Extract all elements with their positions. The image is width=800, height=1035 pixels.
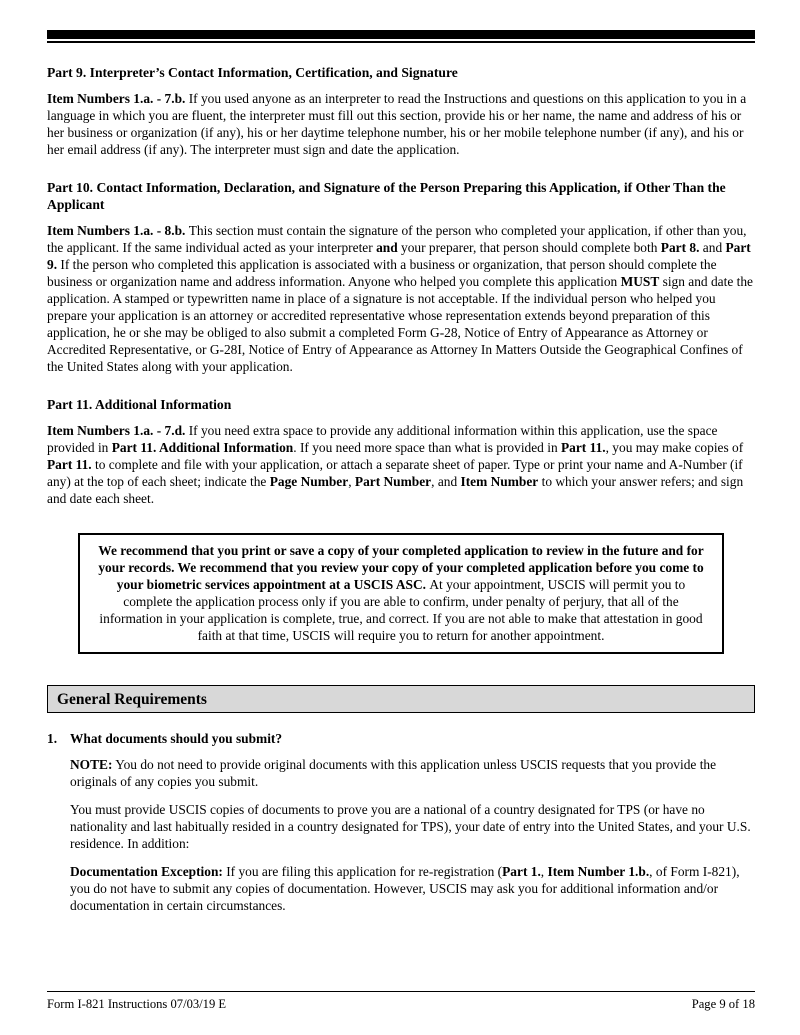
footer-form-id: Form I-821 Instructions 07/03/19 E xyxy=(47,997,227,1011)
top-thick-rule xyxy=(47,30,755,39)
question-1 xyxy=(47,730,755,747)
note-paragraph: NOTE: You do not need to provide original documents with this application unless USCIS requests that you provide the originals of any copies you submit. xyxy=(70,757,717,789)
page-top-rule xyxy=(47,30,755,43)
question-1-text: What documents should you submit? xyxy=(70,731,283,746)
part9-heading: Part 9. Interpreter’s Contact Information, Certification, and Signature xyxy=(47,65,458,80)
documentation-exception-paragraph: Documentation Exception: If you are filing this application for re-registration (Part 1., Item Number 1.b., of Form I-821), you do not have to submit any copies of documentation. However, USCIS may ask you for additional information and/or documentation in certain circumstances. xyxy=(70,864,740,913)
part9-body: Item Numbers 1.a. - 7.b. If you used anyone as an interpreter to read the Instructions and questions on this application to you in a language in which you are fluent, the interpreter must fill out this section, provide his or her name, the name and address of his or her business or organization (if any), his or her daytime telephone number, his or her mobile telephone number (if any), and his or her email address (if any). The interpreter must sign and date the application. xyxy=(47,91,747,157)
part11-body: Item Numbers 1.a. - 7.d. If you need extra space to provide any additional information within this application, use the space provided in Part 11. Additional Information. If you need more space than what is provided in Part 11., you may make copies of Part 11. to complete and file with your application, or attach a separate sheet of paper. Type or print your name and A-Number (if any) at the top of each sheet; indicate the Page Number, Part Number, and Item Number to which your answer refers; and sign and date each sheet. xyxy=(47,423,744,506)
part11-heading: Part 11. Additional Information xyxy=(47,397,232,412)
footer-page-number: Page 9 of 18 xyxy=(691,997,755,1011)
tps-documents-paragraph: You must provide USCIS copies of documents to prove you are a national of a country designated for TPS (or have no nationality and last habitually resided in a country designated for TPS), your date of entry into the United States, and your U.S. residence. In addition: xyxy=(70,802,751,851)
part10-heading: Part 10. Contact Information, Declaration, and Signature of the Person Preparing this Application, if Other Than the Applicant xyxy=(47,180,726,212)
top-thin-rule xyxy=(47,41,755,43)
general-requirements-header: General Requirements xyxy=(47,685,755,713)
recommendation-box-text: We recommend that you print or save a copy of your completed application to review in the future and for your records. We recommend that you review your copy of your completed application before you come to your biometric services appointment at a USCIS ASC. At your appointment, USCIS will permit you to complete the application process only if you are able to confirm, under penalty of perjury, that all of the information in your application is complete, true, and correct. If you are not able to make that attestation in good faith at that time, USCIS will require you to return for another appointment. xyxy=(98,543,704,643)
page-footer xyxy=(47,991,755,1012)
part10-body: Item Numbers 1.a. - 8.b. This section must contain the signature of the person who completed your application, if other than you, the applicant. If the same individual acted as your interpreter and your preparer, that person should complete both Part 8. and Part 9. If the person who completed this application is associated with a business or organization, that person should complete the business or organization name and address information. Anyone who helped you complete this application MUST sign and date the application. A stamped or typewritten name in place of a signature is not acceptable. If the individual person who helped you prepare your application is an attorney or accredited representative whose representation extends beyond preparation of this application, he or she may be obliged to also submit a completed Form G-28, Notice of Entry of Appearance as Attorney or Accredited Representative, or G-28I, Notice of Entry of Appearance as Attorney In Matters Outside the Geographical Confines of the United States along with your application. xyxy=(47,223,753,374)
question-1-number: 1. xyxy=(47,731,58,746)
recommendation-box xyxy=(78,533,724,654)
